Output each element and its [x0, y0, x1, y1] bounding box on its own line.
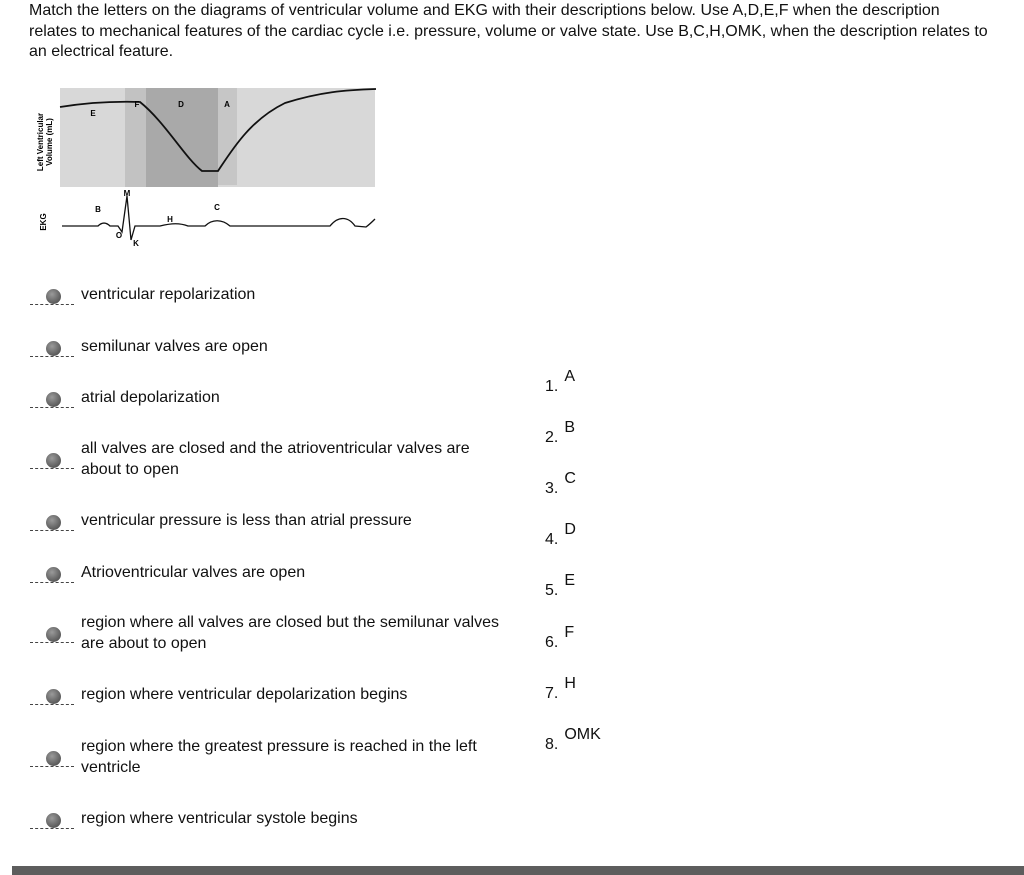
label-k: K [133, 239, 139, 248]
dropdown-handle-icon [46, 515, 61, 530]
dropdown-handle-icon [46, 689, 61, 704]
dropdown-handle-icon [46, 751, 61, 766]
answer-dropdown[interactable] [30, 391, 74, 413]
label-a: A [224, 100, 230, 109]
label-o: O [115, 231, 123, 240]
label-d: D [178, 100, 184, 109]
answer-number: 1. [545, 378, 559, 395]
answer-number: 7. [545, 685, 559, 702]
dropdown-handle-icon [46, 341, 61, 356]
dropdown-handle-icon [46, 392, 61, 407]
cardiac-cycle-figure [0, 0, 400, 260]
answer-letter: E [564, 572, 576, 589]
question-text: region where ventricular systole begins [81, 810, 358, 827]
answer-letter: C [564, 470, 576, 487]
question-text: region where all valves are closed but the semilunar valves are about to open [81, 614, 499, 652]
answer-option [545, 419, 575, 447]
answer-number: 2. [545, 429, 559, 446]
label-m: M [123, 189, 131, 198]
answer-letter: OMK [564, 726, 601, 743]
answer-dropdown[interactable] [30, 340, 74, 362]
ekg-axis-label: EKG [39, 213, 48, 231]
answer-dropdown[interactable] [30, 626, 74, 648]
answer-dropdown[interactable] [30, 812, 74, 834]
dropdown-handle-icon [46, 453, 61, 468]
label-e: E [90, 109, 96, 118]
answer-number: 6. [545, 634, 559, 651]
question-text: Atrioventricular valves are open [81, 564, 306, 581]
answer-option [545, 521, 576, 549]
answer-dropdown[interactable] [30, 288, 74, 310]
answer-option [545, 572, 575, 600]
label-b: B [95, 205, 101, 214]
answer-letter: F [564, 624, 575, 641]
answer-letter: B [564, 419, 576, 436]
question-text: atrial depolarization [81, 389, 220, 406]
answer-dropdown[interactable] [30, 514, 74, 536]
answer-letter: H [564, 675, 576, 692]
answer-number: 3. [545, 480, 559, 497]
dropdown-handle-icon [46, 627, 61, 642]
answer-dropdown[interactable] [30, 452, 74, 474]
volume-axis-label-line1: Left Ventricular [36, 112, 45, 172]
answer-number: 5. [545, 582, 559, 599]
question-text: semilunar valves are open [81, 338, 268, 355]
answer-option [545, 624, 574, 652]
volume-axis-label-line2: Volume (mL) [45, 118, 54, 166]
answer-option [545, 368, 575, 396]
label-f: F [134, 100, 140, 109]
dropdown-handle-icon [46, 289, 61, 304]
answer-dropdown[interactable] [30, 688, 74, 710]
bottom-bar [12, 866, 1024, 875]
question-text: region where ventricular depolarization begins [81, 686, 408, 703]
label-h: H [167, 215, 173, 224]
answer-option [545, 675, 576, 703]
answer-letter: D [564, 521, 576, 538]
answer-letter: A [564, 368, 576, 385]
question-text: ventricular repolarization [81, 286, 256, 303]
answer-number: 4. [545, 531, 559, 548]
answer-option [545, 470, 576, 498]
dropdown-handle-icon [46, 813, 61, 828]
instructions: Match the letters on the diagrams of ventricular volume and EKG with their descriptions below. Use A,D,E,F when the description relates to mechanical features of the cardiac cycle i.e. pressure, volume or valve state. Use B,C,H,OMK, when the description relates to an electrical feature. [29, 2, 988, 60]
question-text: ventricular pressure is less than atrial pressure [81, 512, 412, 529]
dropdown-handle-icon [46, 567, 61, 582]
answer-option [545, 726, 601, 754]
answer-dropdown[interactable] [30, 750, 74, 772]
question-text: region where the greatest pressure is reached in the left ventricle [81, 738, 477, 776]
label-c: C [214, 203, 220, 212]
answer-dropdown[interactable] [30, 566, 74, 588]
question-text: all valves are closed and the atrioventricular valves are about to open [81, 440, 470, 478]
answer-number: 8. [545, 736, 559, 753]
